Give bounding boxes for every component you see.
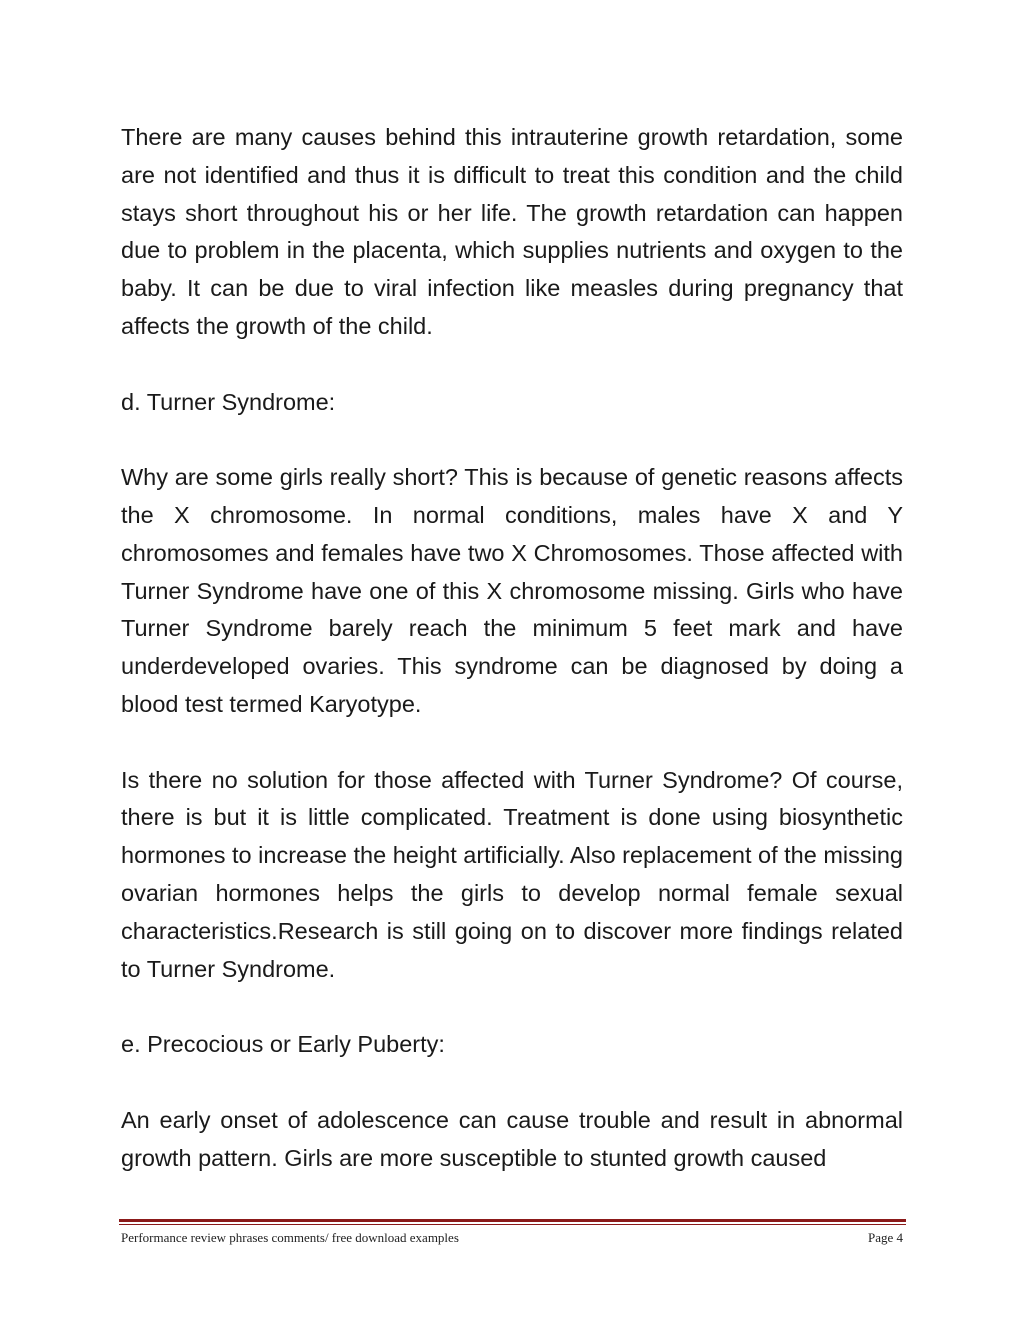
page-number: Page 4: [867, 1230, 903, 1245]
paragraph-early-puberty: An early onset of adolescence can cause trouble and result in abnormal growth pattern. Girls are more susceptible to stunted growth caused: [121, 1106, 903, 1171]
section-heading-turner-syndrome: d. Turner Syndrome:: [121, 388, 336, 415]
paragraph-iugr-causes: There are many causes behind this intrauterine growth retardation, some are not identified and thus it is difficult to treat this condition and the child stays short throughout his or her life. The growth retardation can happen due to problem in the placenta, which supplies nutrients and oxygen to the baby. It can be due to viral infection like measles during pregnancy that affects the growth of the child.: [121, 124, 903, 339]
paragraph-turner-description: Why are some girls really short? This is because of genetic reasons affects the X chromosome. In normal conditions, males have X and Y chromosomes and females have two X Chromosomes. Those affected with Turner Syndrome have one of this X chromosome missing. Girls who have Turner Syndrome barely reach the minimum 5 feet mark and have underdeveloped ovaries. This syndrome can be diagnosed by doing a blood test termed Karyotype.: [121, 464, 903, 717]
footer-title: Performance review phrases comments/ free download examples: [121, 1230, 459, 1245]
body-text: [121, 119, 903, 1178]
footer-rule-thin: [119, 1224, 906, 1225]
section-heading-early-puberty: e. Precocious or Early Puberty:: [121, 1031, 445, 1058]
footer-rule-thick: [119, 1219, 906, 1222]
paragraph-turner-treatment: Is there no solution for those affected with Turner Syndrome? Of course, there is but it is little complicated. Treatment is done using biosynthetic hormones to increase the height artificially. Also replacement of the missing ovarian hormones helps the girls to develop normal female sexual characteristics.Research is still going on to discover more findings related to Turner Syndrome.: [121, 766, 903, 982]
